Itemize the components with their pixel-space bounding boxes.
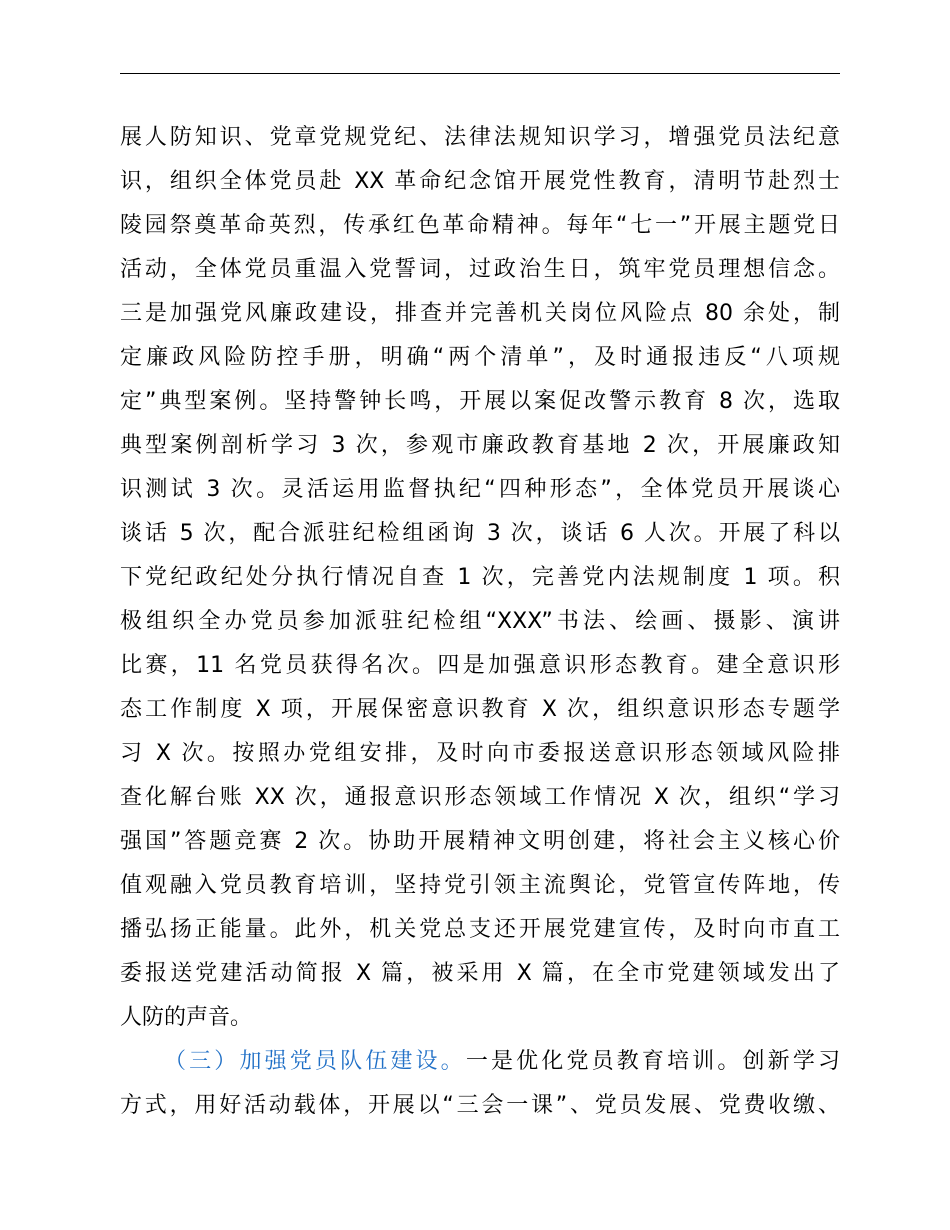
paragraph-line: 极组织全办党员参加派驻纪检组“XXX”书法、绘画、摄影、演讲 [120,609,840,634]
paragraph-line: 人防的声音。 [120,1005,253,1030]
paragraph-line: 定”典型案例。坚持警钟长鸣，开展以案促改警示教育 8 次，选取 [120,389,840,414]
paragraph-line: 方式，用好活动载体，开展以“三会一课”、党员发展、党费收缴、 [120,1093,840,1118]
body-text [120,116,840,1128]
paragraph-line: 谈话 5 次，配合派驻纪检组函询 3 次，谈话 6 人次。开展了科以 [120,521,840,546]
paragraph-line: 识，组织全体党员赴 XX 革命纪念馆开展党性教育，清明节赴烈士 [120,169,840,194]
section-heading: （三）加强党员队伍建设。 [164,1049,466,1074]
paragraph-line: 活动，全体党员重温入党誓词，过政治生日，筑牢党员理想信念。 [120,257,840,282]
paragraph-line: 强国”答题竞赛 2 次。协助开展精神文明创建，将社会主义核心价 [120,829,840,854]
paragraph-line: 委报送党建活动简报 X 篇，被采用 X 篇，在全市党建领域发出了 [120,961,840,986]
paragraph-line: 播弘扬正能量。此外，机关党总支还开展党建宣传，及时向市直工 [120,917,840,942]
paragraph-line: 展人防知识、党章党规党纪、法律法规知识学习，增强党员法纪意 [120,125,840,150]
paragraph-line: 陵园祭奠革命英烈，传承红色革命精神。每年“七一”开展主题党日 [120,213,840,238]
paragraph-line: 定廉政风险防控手册，明确“两个清单”，及时通报违反“八项规 [120,345,840,370]
paragraph-line: 查化解台账 XX 次，通报意识形态领域工作情况 X 次，组织“学习 [120,785,840,810]
section-text: 一是优化党员教育培训。创新学习 [465,1049,840,1074]
paragraph-line: 识测试 3 次。灵活运用监督执纪“四种形态”，全体党员开展谈心 [120,477,840,502]
paragraph-line: 典型案例剖析学习 3 次，参观市廉政教育基地 2 次，开展廉政知 [120,433,840,458]
header-rule [120,73,840,74]
paragraph-line: 比赛，11 名党员获得名次。四是加强意识形态教育。建全意识形 [120,653,840,678]
paragraph-line: 习 X 次。按照办党组安排，及时向市委报送意识形态领域风险排 [120,741,840,766]
section-first-line [120,1040,840,1084]
paragraph-line: 下党纪政纪处分执行情况自查 1 次，完善党内法规制度 1 项。积 [120,565,841,590]
paragraph-line: 三是加强党风廉政建设，排查并完善机关岗位风险点 80 余处，制 [120,301,840,326]
paragraph-line: 值观融入党员教育培训，坚持党引领主流舆论，党管宣传阵地，传 [120,873,840,898]
paragraph-line: 态工作制度 X 项，开展保密意识教育 X 次，组织意识形态专题学 [120,697,840,722]
